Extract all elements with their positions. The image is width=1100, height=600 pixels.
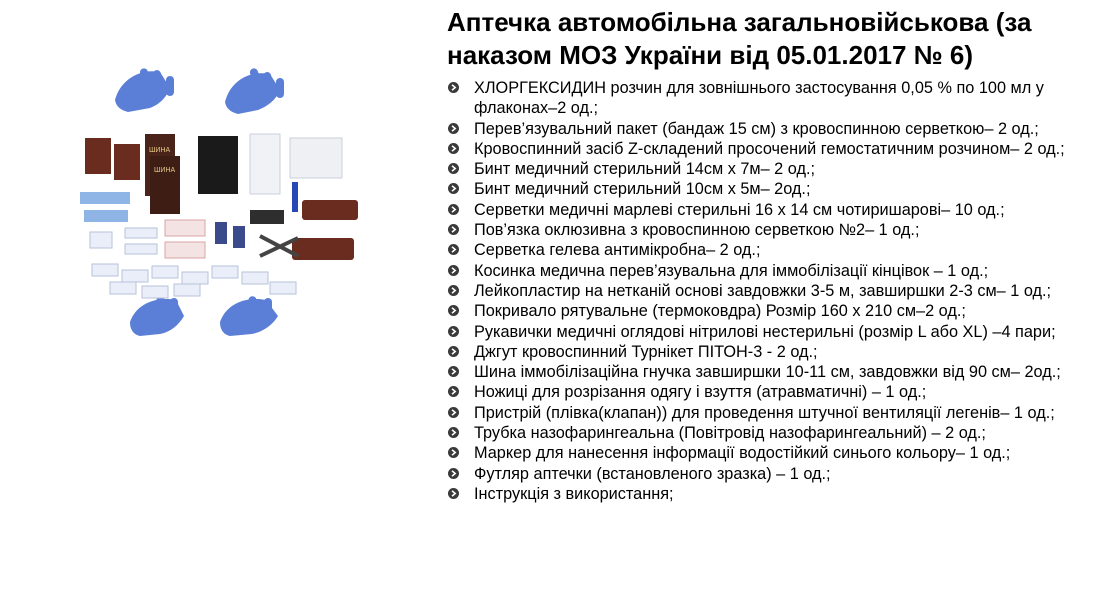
list-item-text: Футляр аптечки (встановленого зразка) – 1 од.; [474,464,831,483]
splint-pack [150,156,180,214]
glove-bottom-left [130,295,184,336]
list-item [447,464,1067,484]
occlusive-pack [250,210,284,224]
list-item [447,423,1067,443]
chlorhexidine-bottle [215,222,227,244]
list-item [447,220,1067,240]
bullet-icon [447,426,460,439]
list-item-text: Трубка назофарингеальна (Повітровід назофарингеальний) – 2 од.; [474,424,986,443]
list-item [447,443,1067,463]
list-item [447,200,1067,220]
list-item [447,240,1067,260]
splint-label: ШИНА [154,167,176,174]
bullet-icon [447,467,460,480]
glove-top-right [225,67,284,114]
list-item-text: Інструкція з використання; [474,484,674,503]
bullet-icon [447,325,460,338]
list-item [447,322,1067,342]
wipes-row [92,264,296,298]
bullet-icon [447,182,460,195]
list-item-text: Пов’язка оклюзивна з кровоспинною серветкою №2– 1 од.; [474,221,920,240]
list-item-text: Лейкопластир на нетканій основі завдовжки 3-5 м, завширшки 2-3 см– 1 од.; [474,281,1052,300]
glove-top-left [115,67,174,112]
bullet-icon [447,446,460,459]
kit-contents-list [447,78,1067,504]
tourniquet [292,238,354,260]
list-item-text: Бинт медичний стерильний 14см х 7м– 2 од.; [474,160,816,179]
bandage-pack [85,138,111,174]
list-item-text: Серветки медичні марлеві стерильні 16 х 14 см чотиришарові– 10 од.; [474,200,1005,219]
tourniquet [302,200,358,220]
bullet-icon [447,162,460,175]
bullet-icon [447,345,460,358]
blue-pack [80,192,130,204]
wipe-pack [125,244,157,254]
wipe-pack [125,228,157,238]
list-item [447,484,1067,504]
list-item-text: Ножиці для розрізання одягу і взуття (атравматичні) – 1 од.; [474,383,927,402]
bullet-icon [447,304,460,317]
list-item-text: Покривало рятувальне (термоковдра) Розмір 160 х 210 см–2 од.; [474,302,966,321]
sterile-pack [250,134,280,194]
list-item-text: Серветка гелева антимікробна– 2 од.; [474,241,761,260]
blue-pack [84,210,128,222]
list-item-text: Маркер для нанесення інформації водостійкий синього кольору– 1 од.; [474,444,1011,463]
list-item [447,139,1067,159]
chlorhexidine-bottle [233,226,245,248]
rescue-blanket-pack [198,136,238,194]
first-aid-kit-photo [70,60,390,360]
list-item-text: Бинт медичний стерильний 10см х 5м– 2од.; [474,180,811,199]
bullet-icon [447,243,460,256]
bullet-icon [447,487,460,500]
list-item [447,261,1067,281]
marker [292,182,298,212]
bullet-icon [447,365,460,378]
page-title: Аптечка автомобільна загальновійськова (за наказом МОЗ України від 05.01.2017 № 6) [447,7,1032,70]
list-item [447,362,1067,382]
list-item [447,342,1067,362]
list-item-text: ХЛОРГЕКСИДИН розчин для зовнішнього застосування 0,05 % по 100 мл у флаконах–2 од.; [474,79,1044,118]
glove-bottom-right [220,295,278,336]
list-item [447,78,1067,119]
bandage-pack [114,144,140,180]
bullet-icon [447,385,460,398]
list-item-text: Шина іммобілізаційна гнучка завширшки 10-11 см, завдовжки від 90 см– 2од.; [474,363,1061,382]
bullet-icon [447,223,460,236]
bullet-icon [447,406,460,419]
wipe-pack [165,242,205,258]
gel-pack [90,232,112,248]
list-item [447,159,1067,179]
splint-label: ШИНА [149,147,171,154]
list-item [447,179,1067,199]
list-item-text: Джгут кровоспинний Турнікет ПІТОН-3 - 2 од.; [474,342,818,361]
wipe-pack [165,220,205,236]
list-item-text: Кровоспинний засіб Z-складений просочений гемостатичним розчином– 2 од.; [474,139,1065,158]
bullet-icon [447,284,460,297]
bullet-icon [447,122,460,135]
list-item-text: Рукавички медичні оглядові нітрилові нестерильні (розмір L або XL) –4 пари; [474,322,1056,341]
sterile-pack [290,138,342,178]
list-item [447,382,1067,402]
list-item-text: Пристрій (плівка(клапан)) для проведення штучної вентиляції легенів– 1 од.; [474,403,1055,422]
bullet-icon [447,81,460,94]
list-item [447,403,1067,423]
list-item [447,119,1067,139]
list-item [447,281,1067,301]
bullet-icon [447,264,460,277]
list-item [447,301,1067,321]
list-item-text: Косинка медична перев’язувальна для іммобілізації кінцівок – 1 од.; [474,261,989,280]
list-item-text: Перев’язувальний пакет (бандаж 15 см) з кровоспинною серветкою– 2 од.; [474,119,1039,138]
bullet-icon [447,142,460,155]
bullet-icon [447,203,460,216]
